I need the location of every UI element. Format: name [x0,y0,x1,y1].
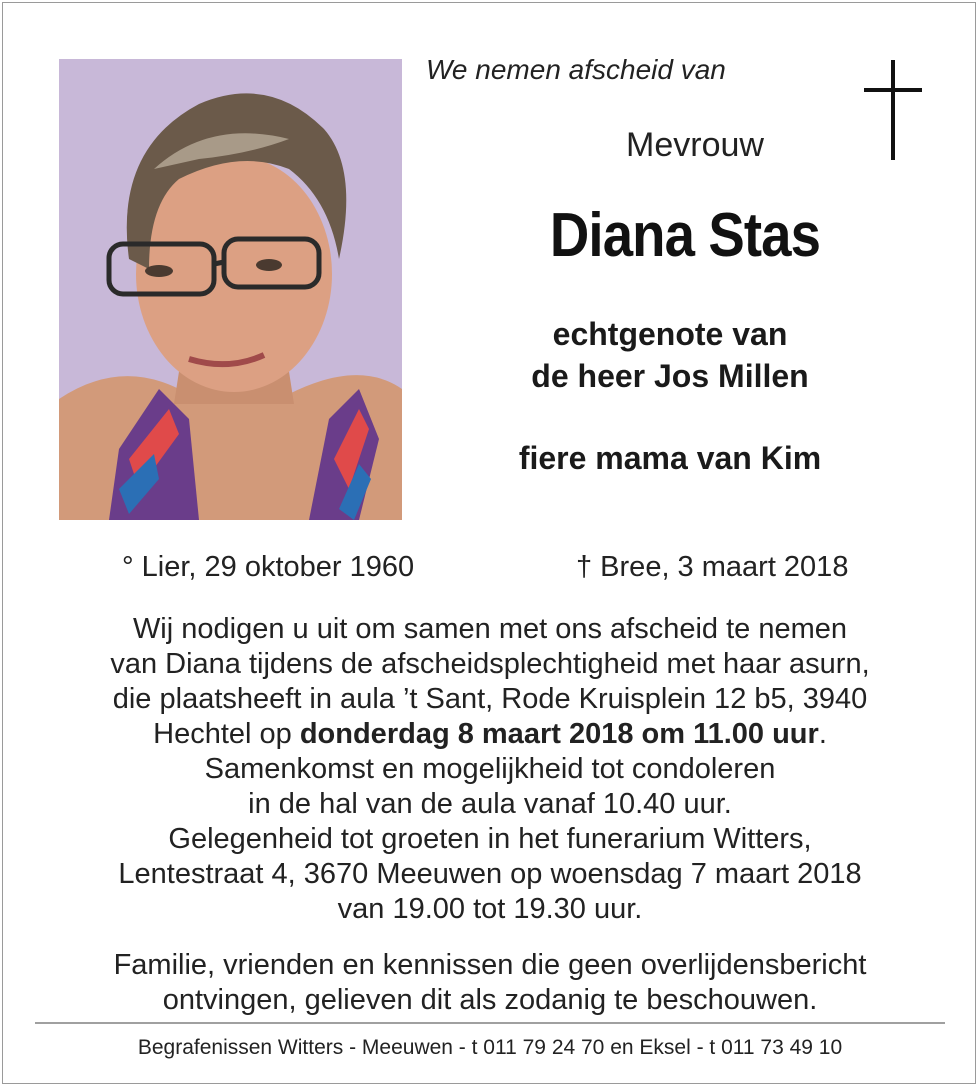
invitation-line: Samenkomst en mogelijkheid tot condoleren [204,753,776,785]
invitation-line: Lentestraat 4, 3670 Meeuwen op woensdag 7 maart 2018 [118,858,862,890]
invitation-line: Gelegenheid tot groeten in het funerarium Witters, [168,823,812,855]
invitation-line: in de hal van de aula vanaf 10.40 uur. [248,788,732,820]
ceremony-suffix: . [818,718,827,750]
invitation-paragraph [40,612,940,927]
invitation-line-ceremony [40,717,940,752]
ceremony-date: donderdag 8 maart 2018 om 11.00 uur [299,718,819,750]
invitation-line: van 19.00 tot 19.30 uur. [337,893,643,925]
honorific: Mevrouw [626,126,764,164]
relation-spouse-name: de heer Jos Millen [531,358,809,394]
funeral-home-footer: Begrafenissen Witters - Meeuwen - t 011 79 24 70 en Eksel - t 011 73 49 10 [137,1036,843,1059]
deceased-name: Diana Stas [549,201,821,270]
portrait-photo [59,59,402,520]
footer-divider [35,1022,945,1024]
invitation-line: Wij nodigen u uit om samen met ons afscheid te nemen [132,613,848,645]
relation-spouse-label: echtgenote van [552,316,788,352]
ceremony-prefix: Hechtel op [153,718,300,750]
death-date: † Bree, 3 maart 2018 [576,551,849,583]
invitation-line: die plaatsheeft in aula ’t Sant, Rode Kruisplein 12 b5, 3940 [112,683,868,715]
closing-paragraph [40,948,940,1018]
closing-line: ontvingen, gelieven dit als zodanig te beschouwen. [162,984,818,1016]
intro-text: We nemen afscheid van [426,54,726,85]
birth-date: ° Lier, 29 oktober 1960 [122,551,415,583]
relation-child: fiere mama van Kim [518,440,822,476]
latin-cross-icon [864,60,922,160]
closing-line: Familie, vrienden en kennissen die geen overlijdensbericht [113,949,867,981]
invitation-line: van Diana tijdens de afscheidsplechtigheid met haar asurn, [110,648,870,680]
